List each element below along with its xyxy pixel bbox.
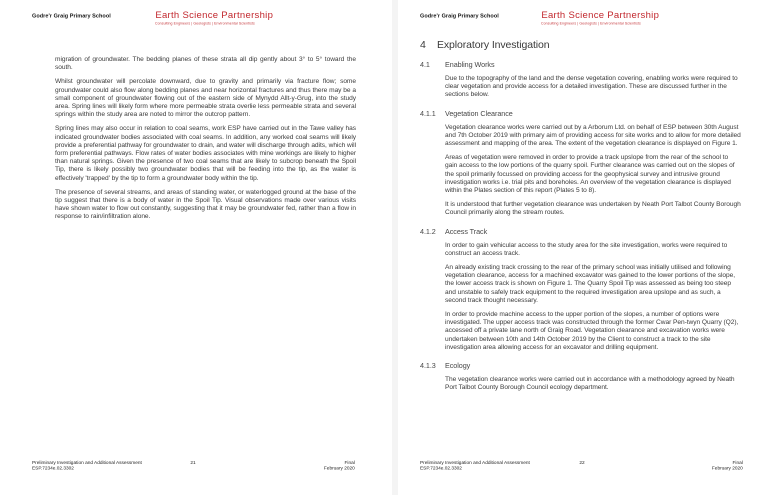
body-paragraph: In order to gain vehicular access to the study area for the site investigation, works were required to construct an access track. xyxy=(445,241,728,257)
body-paragraph: Whilst groundwater will percolate downward, due to gravity and primarily via fracture flow; some groundwater could also flow along bedding planes and near horizontal fractures and thus there may be a small component of groundwater flowing out of the eastern side of Mynydd Allt-y-Grug, into the study area. Spring lines will likely form where more permeable strata overlie less permeable strata and several springs within the study area are noted to mirror the outcrop pattern. xyxy=(55,78,356,119)
footer-page-number: 22 xyxy=(579,460,585,466)
footer-date: February 2020 xyxy=(324,465,355,471)
body-paragraph: Due to the topography of the land and the dense vegetation covering, enabling works were required to clear vegetation and provide access for a detailed investigation. These are discussed further in the sections below. xyxy=(445,75,738,99)
esp-logo-title: Earth Science Partnership xyxy=(541,10,660,21)
section-number: 4.1.1 xyxy=(420,108,436,118)
header-project-name: Godre'r Graig Primary School xyxy=(420,13,499,19)
esp-logo xyxy=(541,10,741,29)
section-heading xyxy=(398,361,768,370)
body-paragraph: It is understood that further vegetation clearance was undertaken by Neath Port Talbot County Borough Council primarily along the stream routes. xyxy=(445,201,741,217)
footer-doc-ref: ESP.7234e.02.3302 xyxy=(32,465,74,471)
footer-status-label: Final xyxy=(732,460,743,466)
footer-status xyxy=(324,460,355,471)
section-number: 4.1 xyxy=(420,60,430,69)
body-paragraph: migration of groundwater. The bedding planes of these strata all dip gently about 3° to 5° toward the south. xyxy=(55,56,356,72)
right-page-body xyxy=(398,39,768,398)
section-number: 4.1.2 xyxy=(420,226,436,236)
footer-date: February 2020 xyxy=(712,465,743,471)
chapter-heading xyxy=(398,39,768,51)
footer-doc-info xyxy=(420,460,530,471)
section-number: 4.1.3 xyxy=(420,361,436,371)
page-22 xyxy=(398,0,768,495)
chapter-number: 4 xyxy=(420,39,426,51)
esp-logo-title: Earth Science Partnership xyxy=(155,10,274,21)
body-paragraph: In order to provide machine access to the upper portion of the slopes, a number of options were investigated. The upper access track was constructed through the former Cwar Pen-twyn Quarry (Q2), accessed off a private lane north of Graig Road. Vegetation clearance and excavation works were undertaken between 10th and 14th October 2019 by the Client to construct a track to the site investigation area allowing access for an excavator and drilling equipment. xyxy=(445,311,739,351)
section-title: Enabling Works xyxy=(445,60,495,69)
body-paragraph: Areas of vegetation were removed in order to provide a track upslope from the rear of the school to gain access to the low portions of the quarry spoil. Further clearance was carried out on the slopes of the spoil primarily focussed on providing access for the geophysical survey and intrusive ground investigation works i.e. trial pits and boreholes. An overview of the vegetation clearance is displayed within the Plates section of this report (Plates 5 to 8). xyxy=(445,154,735,195)
body-paragraph: The presence of several streams, and areas of standing water, or waterlogged ground at the base of the tip suggest that there is a body of water in the Spoil Tip. Visual observations made over various visits have shown water to flow out constantly, suggesting that it may be groundwater fed, rather than a flow in response to rain/infiltration alone. xyxy=(55,188,356,221)
footer-status-label: Final xyxy=(344,460,355,466)
esp-logo xyxy=(155,10,355,29)
section-heading xyxy=(398,227,768,236)
section-title: Access Track xyxy=(445,226,488,236)
footer-status xyxy=(712,460,743,471)
footer-doc-title: Preliminary Investigation and Additional Assessment xyxy=(32,460,142,466)
section-heading xyxy=(398,60,768,69)
section-heading xyxy=(398,109,768,118)
body-paragraph: Spring lines may also occur in relation to coal seams, work ESP have carried out in the Tawe valley has indicated groundwater bodies associated with coal seams. In addition, any worked coal seams will likely provide a preferential pathway for groundwater to drain, and water will discharge through adits, which will form preferential pathways. Flow rates of water bodies associates with mine workings are likely to higher than natural springs. Given the presence of two coal seams that are likely to subcrop beneath the Spoil Tip, there is likely possibly two groundwater bodies that will be feeding into the tip, as the water is effectively 'trapped' by the tip to form a groundwater body within the tip. xyxy=(55,125,356,182)
left-page-body xyxy=(55,56,356,228)
body-paragraph: Vegetation clearance works were carried out by a Arborum Ltd. on behalf of ESP between 30th August and 7th October 2019 with primary aim of providing access for site works and to allow for more detailed assessment and mapping of the area. The extent of the vegetation clearance is displayed on Figure 1. xyxy=(445,123,741,148)
body-paragraph: The vegetation clearance works were carried out in accordance with a methodology agreed by Neath Port Talbot County Borough Council ecology department. xyxy=(445,376,735,392)
esp-logo-tagline: Consulting Engineers | Geologists | Environmental Scientists xyxy=(155,22,256,26)
section-title: Vegetation Clearance xyxy=(445,108,513,118)
footer-doc-title: Preliminary Investigation and Additional Assessment xyxy=(420,460,530,466)
header-project-name: Godre'r Graig Primary School xyxy=(32,13,111,19)
section-title: Ecology xyxy=(445,361,471,371)
chapter-title: Exploratory Investigation xyxy=(437,39,550,51)
body-paragraph: An already existing track crossing to the rear of the primary school was initially utilised and following vegetation clearance, access for a machined excavator was gained to the lower portions of the slope, the lower access track is shown on Figure 1. The Quarry Spoil Tip was assessed as being too steep and unstable to safely track equipment to the required investigation area upslope and as such, a second track thought necessary. xyxy=(445,264,736,304)
footer-doc-ref: ESP.7234e.02.3302 xyxy=(420,465,462,471)
footer-page-number: 21 xyxy=(190,460,196,466)
esp-logo-tagline: Consulting Engineers | Geologists | Environmental Scientists xyxy=(541,22,642,26)
footer-doc-info xyxy=(32,460,142,471)
